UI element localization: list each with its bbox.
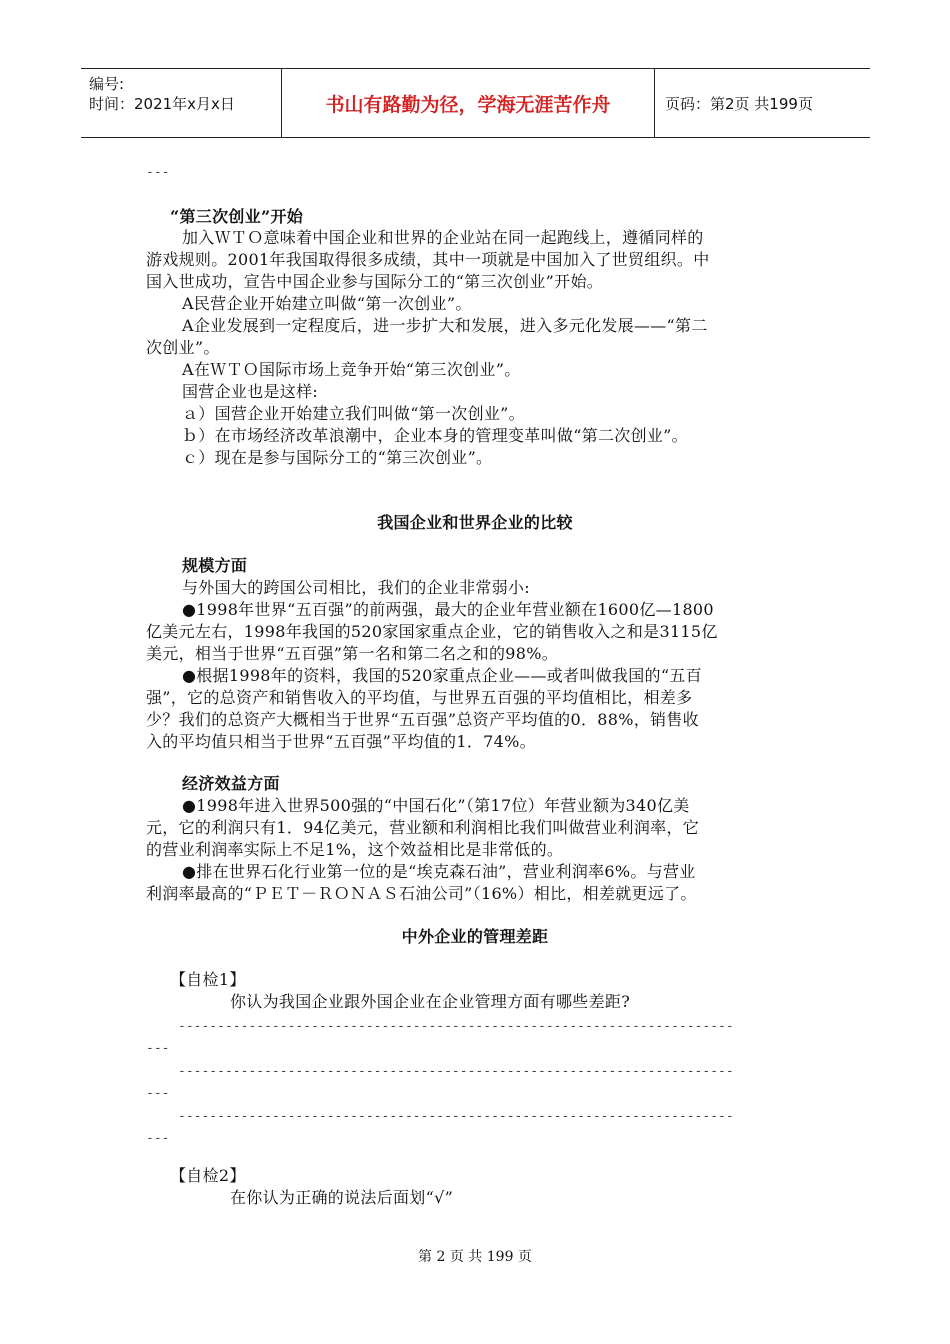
answer-blank-line: ----------------------------------------------------------------------- [178, 1109, 734, 1124]
self-check-label: 【自检1】 [170, 970, 246, 989]
answer-blank-line: --- [146, 1041, 170, 1056]
bullet-line: ●1998年世界“五百强”的前两强，最大的企业年营业额在1600亿—1800 [182, 600, 714, 619]
paragraph-line: A民营企业开始建立叫做“第一次创业”。 [182, 294, 472, 313]
paragraph-line: 美元，相当于世界“五百强”第一名和第二名之和的98%。 [146, 644, 559, 663]
bullet-line: ●排在世界石化行业第一位的是“埃克森石油”，营业利润率6%。与营业 [182, 862, 696, 881]
header-meta [81, 69, 282, 137]
paragraph-line: 加入ＷＴＯ意味着中国企业和世界的企业站在同一起跑线上，遵循同样的 [182, 228, 704, 247]
subsection-title: 规模方面 [182, 556, 248, 575]
question-line: 你认为我国企业跟外国企业在企业管理方面有哪些差距? [230, 992, 631, 1011]
list-item: ａ）国营企业开始建立我们叫做“第一次创业”。 [182, 404, 525, 423]
self-check-label: 【自检2】 [170, 1166, 246, 1185]
bullet-line: ●1998年进入世界500强的“中国石化”（第17位）年营业额为340亿美 [182, 796, 690, 815]
header-page-info: 页码：第2页 共199页 [665, 94, 813, 113]
paragraph-line: 国营企业也是这样: [182, 382, 319, 401]
answer-blank-line: ----------------------------------------------------------------------- [178, 1064, 734, 1079]
dash-line: --- [146, 165, 170, 180]
paragraph-line: A在ＷＴＯ国际市场上竞争开始“第三次创业”。 [182, 360, 521, 379]
subsection-title: 经济效益方面 [182, 774, 280, 793]
question-line: 在你认为正确的说法后面划“√” [230, 1188, 454, 1207]
list-item: ｃ）现在是参与国际分工的“第三次创业”。 [182, 448, 493, 467]
answer-blank-line: --- [146, 1086, 170, 1101]
paragraph-line: 入的平均值只相当于世界“五百强”平均值的1．74%。 [146, 732, 536, 751]
paragraph-line: 游戏规则。2001年我国取得很多成绩，其中一项就是中国加入了世贸组织。中 [146, 250, 710, 269]
list-item: ｂ）在市场经济改革浪潮中，企业本身的管理变革叫做“第二次创业”。 [182, 426, 688, 445]
page-footer: 第 2 页 共 199 页 [418, 1249, 532, 1265]
header-motto: 书山有路勤为径，学海无涯苦作舟 [282, 69, 655, 137]
bullet-line: ●根据1998年的资料，我国的520家重点企业——或者叫做我国的“五百 [182, 666, 702, 685]
paragraph-line: 利润率最高的“ＰＥＴ－ＲＯＮＡＳ石油公司”（16%）相比，相差就更远了。 [146, 884, 697, 903]
heading-management-gap: 中外企业的管理差距 [401, 927, 549, 946]
paragraph-line: 强”，它的总资产和销售收入的平均值，与世界五百强的平均值相比，相差多 [146, 688, 693, 707]
section-title: “第三次创业”开始 [170, 207, 304, 226]
answer-blank-line: --- [146, 1131, 170, 1146]
paragraph-line: 元，它的利润只有1．94亿美元，营业额和利润相比我们叫做营业利润率，它 [146, 818, 700, 837]
heading-comparison: 我国企业和世界企业的比较 [377, 513, 573, 532]
paragraph-line: 少？我们的总资产大概相当于世界“五百强”总资产平均值的0．88%，销售收 [146, 710, 699, 729]
doc-number: 编号: [89, 75, 125, 93]
paragraph-line: A企业发展到一定程度后，进一步扩大和发展，进入多元化发展——“第二 [182, 316, 708, 335]
doc-time: 时间：2021年x月x日 [89, 95, 235, 113]
answer-blank-line: ----------------------------------------------------------------------- [178, 1019, 734, 1034]
paragraph-line: 亿美元左右，1998年我国的520家国家重点企业，它的销售收入之和是3115亿 [146, 622, 718, 641]
paragraph-line: 与外国大的跨国公司相比，我们的企业非常弱小: [182, 578, 530, 597]
paragraph-line: 次创业”。 [146, 338, 220, 357]
header-table [81, 68, 870, 138]
paragraph-line: 国入世成功，宣告中国企业参与国际分工的“第三次创业”开始。 [146, 272, 604, 291]
paragraph-line: 的营业利润率实际上不足1%，这个效益相比是非常低的。 [146, 840, 564, 859]
